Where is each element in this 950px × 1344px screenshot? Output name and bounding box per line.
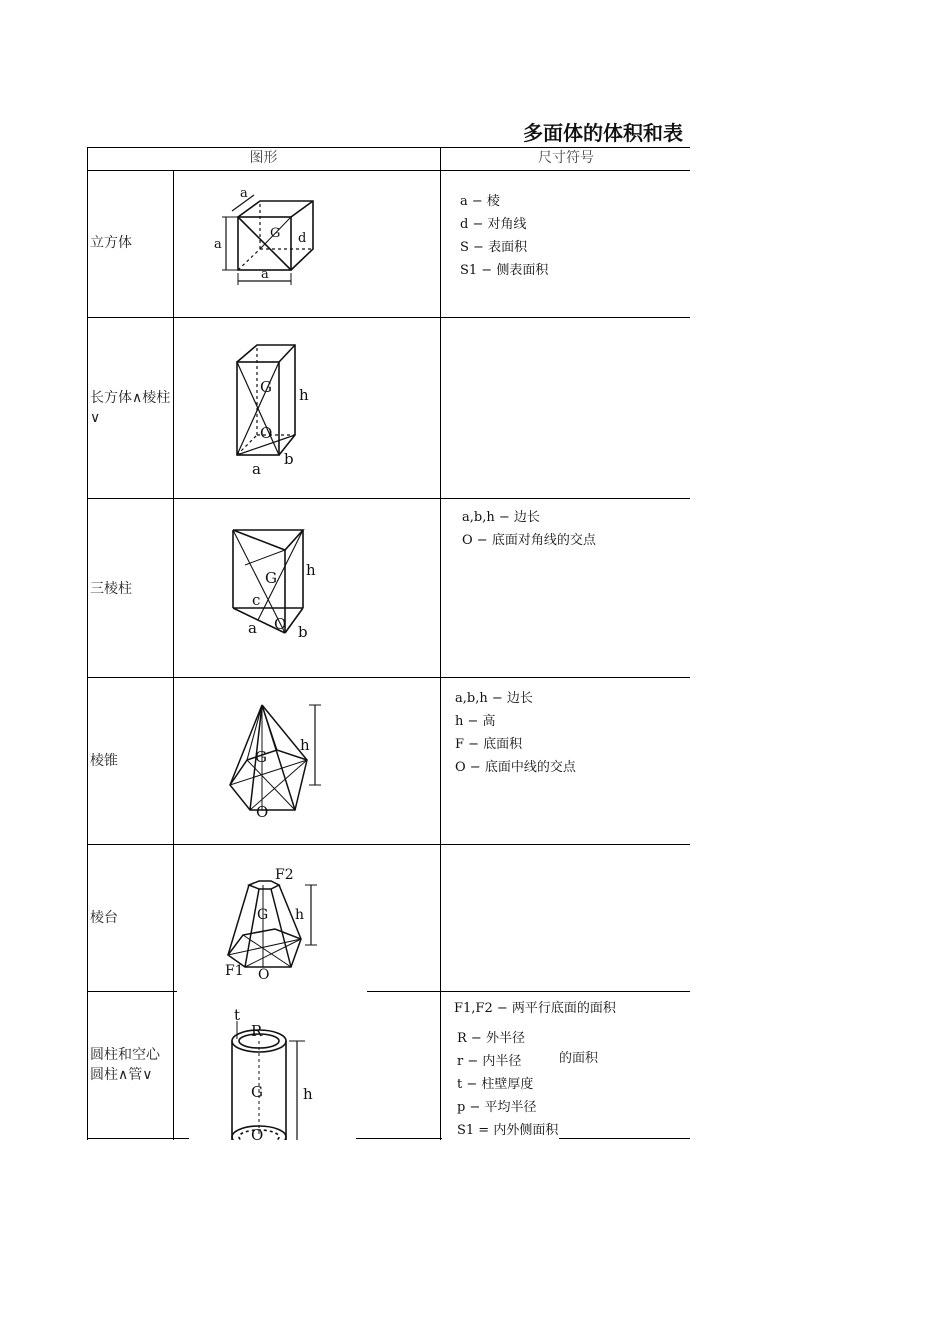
pyramid-label-center: G xyxy=(255,748,267,766)
pyramid-figure xyxy=(225,700,330,818)
cylinder-label-thickness: t xyxy=(234,1009,241,1024)
column-divider xyxy=(440,147,441,1140)
cuboid-label-b: b xyxy=(284,450,294,468)
symbol-line: h − 高 xyxy=(455,714,496,729)
symbol-line: S1 = 内外侧面积 xyxy=(457,1123,559,1138)
frustum-label-top: F2 xyxy=(275,867,294,883)
row-divider xyxy=(87,317,690,318)
symbol-line: O − 底面对角线的交点 xyxy=(462,533,596,548)
cube-label-diagonal: d xyxy=(298,231,307,246)
row-name-cuboid: 长方体∧棱柱∨ xyxy=(90,390,171,426)
cuboid-figure xyxy=(232,342,322,477)
cylinder-label-center: G xyxy=(251,1083,263,1101)
cube-label-bottom: a xyxy=(261,267,269,282)
row-divider xyxy=(87,991,177,992)
prism-label-height: h xyxy=(306,561,316,579)
row-divider xyxy=(87,498,690,499)
table-border-left xyxy=(87,147,88,1140)
frustum-label-base: O xyxy=(258,967,270,982)
prism-label-b: b xyxy=(298,623,308,641)
row-name-triangular-prism: 三棱柱 xyxy=(90,581,132,597)
symbol-line: F − 底面积 xyxy=(455,737,523,752)
row-name-cube: 立方体 xyxy=(90,235,132,251)
prism-label-a: a xyxy=(248,619,257,637)
frustum-label-height: h xyxy=(295,907,305,923)
cuboid-label-center: G xyxy=(260,378,272,396)
formula-table xyxy=(87,147,690,1140)
symbol-line: d − 对角线 xyxy=(460,217,527,232)
column-divider xyxy=(173,170,174,1140)
cube-label-center: G xyxy=(270,226,281,241)
pyramid-label-base: O xyxy=(256,803,269,818)
row-name-cylinder: 圆柱和空心圆柱∧管∨ xyxy=(90,1047,160,1083)
symbol-line: t − 柱壁厚度 xyxy=(457,1077,534,1092)
cylinder-label-base: O xyxy=(251,1126,264,1140)
triangular-prism-figure xyxy=(230,525,320,645)
symbol-line: S − 表面积 xyxy=(460,240,528,255)
frustum-figure xyxy=(223,867,328,982)
row-divider xyxy=(87,677,690,678)
symbol-line: F1,F2 − 两平行底面的面积 xyxy=(454,1001,616,1016)
row-name-pyramid: 棱锥 xyxy=(90,753,118,769)
symbol-line: S1 − 侧表面积 xyxy=(460,263,549,278)
frustum-label-center: G xyxy=(257,907,269,923)
cuboid-label-base: O xyxy=(260,424,273,442)
symbol-line: r − 内半径 xyxy=(457,1054,522,1069)
symbol-line: a,b,h − 边长 xyxy=(455,691,533,706)
cuboid-label-height: h xyxy=(299,386,309,404)
prism-label-base: O xyxy=(274,615,287,633)
cylinder-label-outer: R xyxy=(251,1022,263,1040)
symbol-line: O − 底面中线的交点 xyxy=(455,760,576,775)
pyramid-label-height: h xyxy=(300,736,310,754)
row-divider xyxy=(87,844,690,845)
prism-label-c: c xyxy=(252,591,261,609)
header-symbols: 尺寸符号 xyxy=(538,150,594,166)
header-figure: 图形 xyxy=(249,150,278,166)
header-divider xyxy=(87,170,690,171)
cube-figure xyxy=(212,185,317,285)
table-border-bottom xyxy=(356,1138,442,1139)
symbol-line: a − 棱 xyxy=(460,194,500,209)
cube-label-top: a xyxy=(240,186,248,201)
page-title: 多面体的体积和表 xyxy=(523,121,683,145)
cube-label-left: a xyxy=(214,237,222,252)
cylinder-figure xyxy=(227,1009,322,1140)
cylinder-label-height: h xyxy=(303,1085,313,1103)
overlapped-text: 的面积 xyxy=(559,1051,599,1066)
symbol-line: a,b,h − 边长 xyxy=(462,510,540,525)
row-name-frustum: 棱台 xyxy=(90,910,118,926)
prism-label-center: G xyxy=(265,569,277,587)
frustum-label-bottom: F1 xyxy=(225,963,244,979)
symbol-line: p − 平均半径 xyxy=(457,1100,537,1115)
cuboid-label-a: a xyxy=(252,460,261,477)
symbol-line: R − 外半径 xyxy=(457,1027,525,1050)
symbols-cylinder xyxy=(442,991,690,1140)
